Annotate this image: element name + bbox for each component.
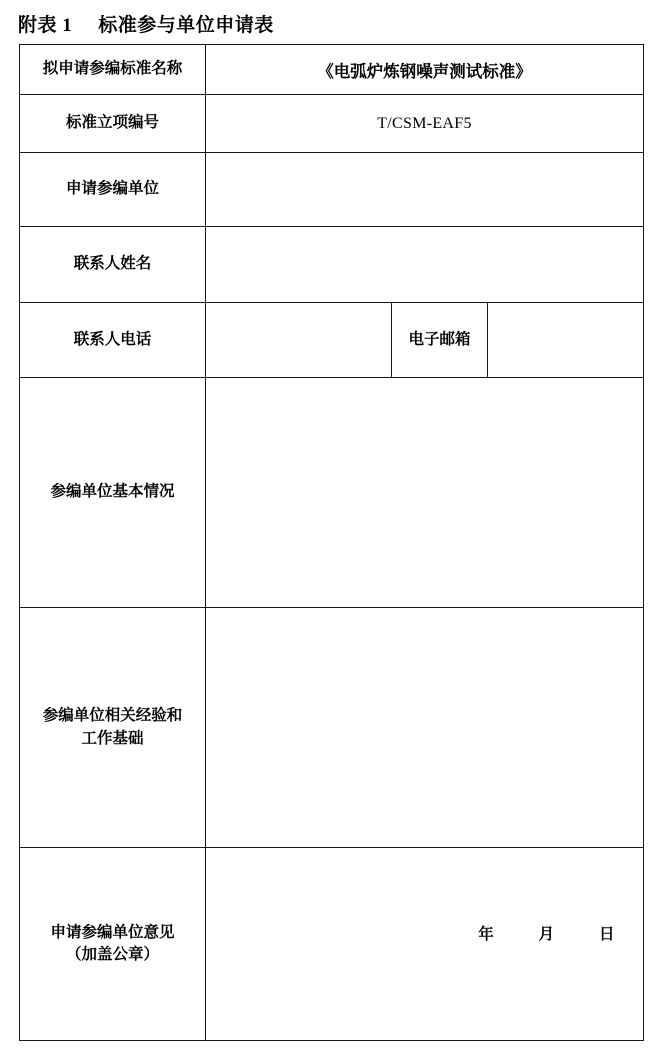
row-value-contact-name[interactable] — [206, 227, 644, 303]
row-label-standard-name: 拟申请参编标准名称 — [20, 45, 206, 95]
row-value-unit-opinion[interactable] — [206, 848, 644, 1041]
row-label-unit-experience-line2: 工作基础 — [81, 729, 144, 747]
table-row-opinion — [20, 848, 644, 1041]
table-row-contact — [20, 303, 644, 378]
row-label-unit-opinion — [20, 848, 206, 1041]
row-value-standard-name[interactable]: 《电弧炉炼钢噪声测试标准》 — [206, 45, 644, 95]
signature-date-line — [206, 922, 643, 944]
opinion-inner — [206, 922, 643, 966]
row-label-unit-basic-info: 参编单位基本情况 — [20, 378, 206, 608]
table-row — [20, 227, 644, 303]
row-label-unit-experience — [20, 608, 206, 848]
row-label-contact-phone: 联系人电话 — [20, 303, 206, 378]
row-label-project-code: 标准立项编号 — [20, 95, 206, 153]
table-row — [20, 95, 644, 153]
page-title — [18, 10, 274, 37]
date-day-label: 日 — [599, 926, 616, 943]
page-title-main: 标准参与单位申请表 — [98, 15, 274, 36]
table-row — [20, 45, 644, 95]
row-label-unit-opinion-line1: 申请参编单位意见 — [50, 923, 175, 941]
table-row — [20, 153, 644, 227]
table-row-block — [20, 608, 644, 848]
row-value-applicant-unit[interactable] — [206, 153, 644, 227]
row-label-applicant-unit: 申请参编单位 — [20, 153, 206, 227]
row-label-contact-name: 联系人姓名 — [20, 227, 206, 303]
row-value-unit-basic-info[interactable] — [206, 378, 644, 608]
row-value-project-code[interactable]: T/CSM-EAF5 — [206, 95, 644, 153]
date-month-label: 月 — [538, 926, 555, 943]
row-label-unit-opinion-line2: （加盖公章） — [65, 946, 159, 963]
table-row-block — [20, 378, 644, 608]
row-value-unit-experience[interactable] — [206, 608, 644, 848]
page-title-label: 附表 1 — [18, 15, 73, 36]
row-value-contact-phone[interactable] — [206, 303, 392, 378]
row-label-email: 电子邮箱 — [392, 303, 488, 378]
date-year-label: 年 — [478, 926, 495, 943]
opinion-cell-content — [206, 922, 643, 966]
row-value-email[interactable] — [488, 303, 644, 378]
application-form-table — [19, 44, 644, 1041]
row-label-unit-experience-line1: 参编单位相关经验和 — [42, 707, 183, 725]
